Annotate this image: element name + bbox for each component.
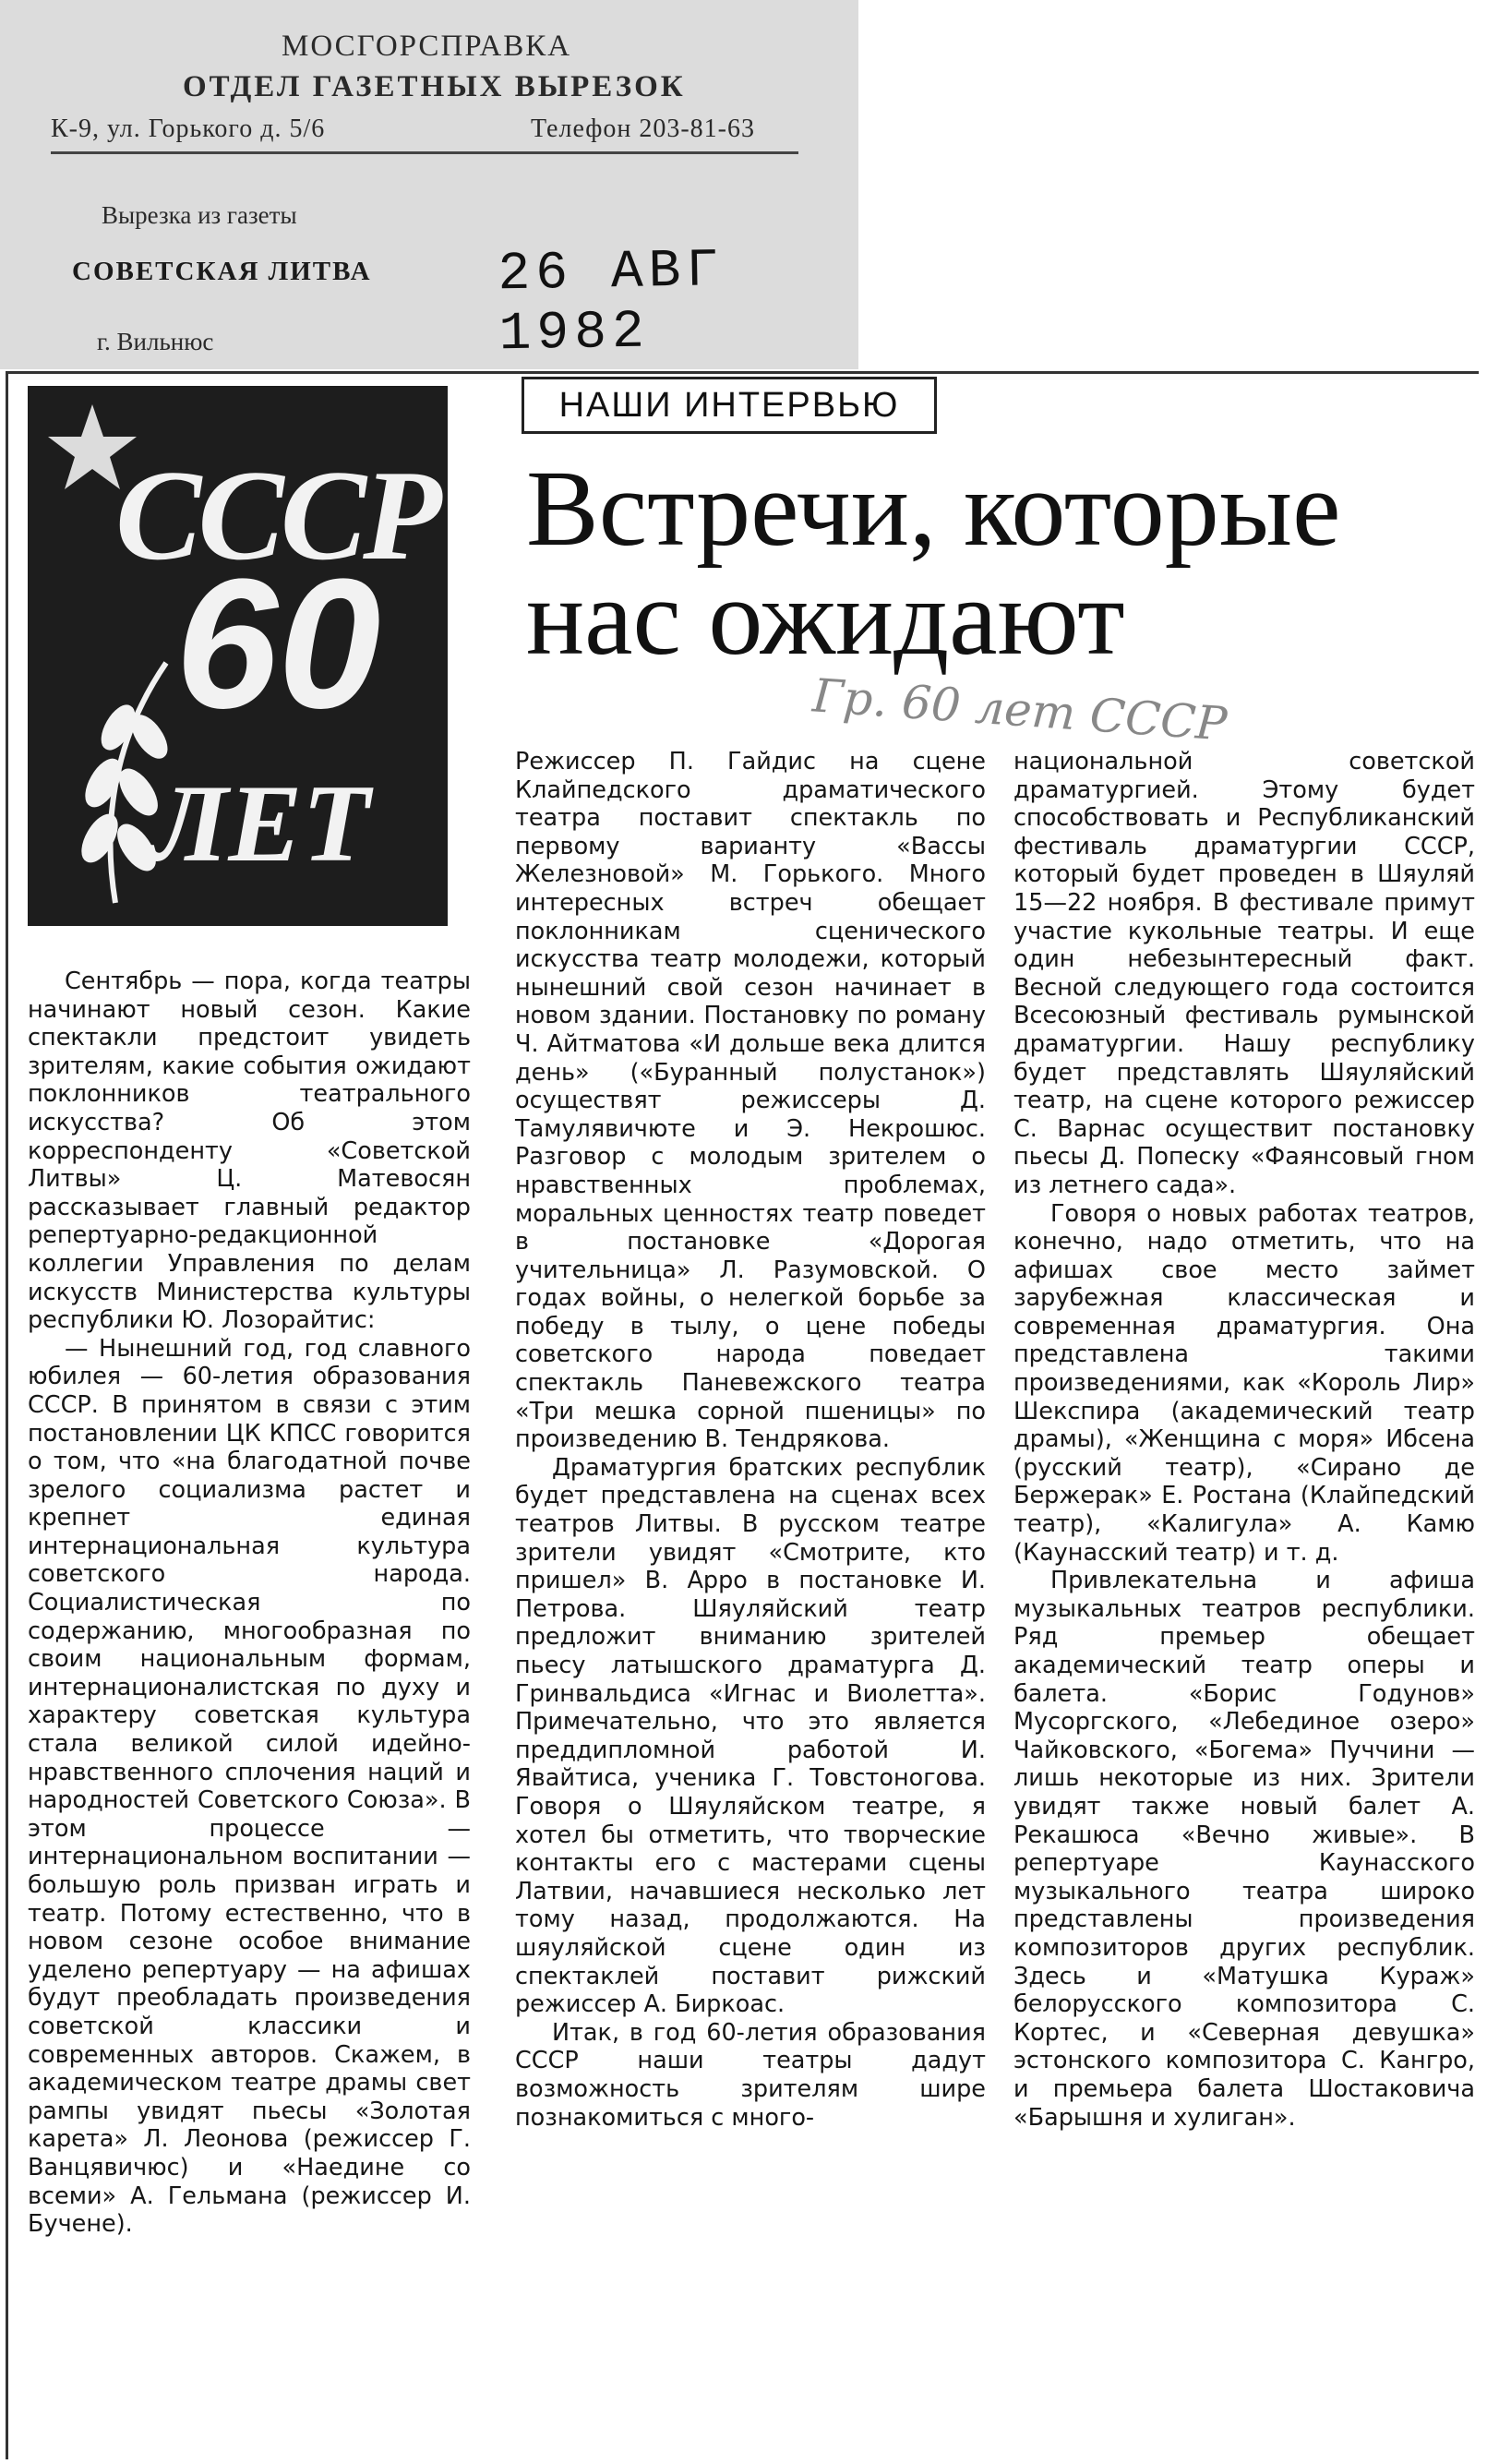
anniversary-emblem (28, 386, 448, 926)
article-headline (526, 448, 1486, 678)
clipping-stamp (0, 0, 858, 369)
paragraph: Режиссер П. Гайдис на сцене Клайпедского драматического театра поставит спектакль по первому варианту «Вассы Железновой» М. Горького. Много интересных встреч обещает поклонникам сценического искусства театр молодежи, который нынешний свой сезон начинает в новом здании. Постановку по роману Ч. Айтматова «И дольше века длится день» («Буранный полустанок») осуществят режиссеры Д. Тамулявичюте и Э. Некрошюс. Разговор с молодым зрителем о нравственных проблемах, моральных ценностях театр поведет в постановке «Дорогая учительница» Л. Разумовской. О годах войны, о нелегкой борьбе за победу в тылу, о цене победы советского народа поведает спектакль Паневежского театра «Три мешка сорной пшеницы» по произведению В. Тендрякова. (515, 748, 986, 1454)
stamp-date: 26 АВГ 1982 (497, 241, 725, 366)
emblem-60: 60 (175, 541, 381, 747)
rubric-label: НАШИ ИНТЕРВЬЮ (522, 377, 937, 434)
paragraph: национальной советской драматургией. Этому будет способствовать и Республиканский фестиваль драматургии СССР, который будет проведен в Шяуляй 15—22 ноября. В фестивале примут участие кукольные театры. И еще один небезынтересный факт. Весной следующего года состоится Всесоюзный фестиваль румынской драматургии. Нашу республику будет представлять Шяуляйский театр, на сцене которого режиссер С. Варнас осуществит постановку пьесы Д. Попеску «Фаянсовый гном из летнего сада». (1013, 748, 1475, 1199)
article-column-1 (28, 968, 471, 2239)
stamp-city: г. Вильнюс (97, 328, 214, 355)
emblem-years: ЛЕТ (152, 762, 370, 884)
stamp-newspaper: СОВЕТСКАЯ ЛИТВА (72, 257, 372, 286)
paragraph: — Нынешний год, год славного юбилея — 60-летия образования СССР. В принятом в связи с этим постановлении ЦК КПСС говорится о том, что «на благодатной почве зрелого социализма растет и крепнет единая интернациональная культура советского народа. Социалистическая по содержанию, многообразная по своим национальным формам, интернационалистская по духу и характеру советская культура стала великой силой идейно-нравственного сплочения наций и народностей Советского Союза». В этом процессе — интернациональном воспитании — большую роль призван играть и театр. Потому естественно, что в новом сезоне особое внимание уделено репертуару — на афишах будут преобладать произведения советской классики и современных авторов. Скажем, в академическом театре драмы свет рампы увидят пьесы «Золотая карета» Л. Леонова (режиссер Г. Ванцявичюс) и «Наедине со всеми» А. Гельмана (режиссер И. Бучене). (28, 1334, 471, 2239)
paragraph: Сентябрь — пора, когда театры начинают новый сезон. Какие спектакли предстоит увидеть зрителям, какие события ожидают поклонников театрального искусства? Об этом корреспонденту «Советской Литвы» Ц. Матевосян рассказывает главный редактор репертуарно-редакционной коллегии Управления по делам искусств Министерства культуры республики Ю. Лозорайтис: (28, 968, 471, 1335)
headline-line-2: нас ожидают (526, 557, 1125, 678)
stamp-divider (51, 151, 798, 154)
emblem-ussr: СССР (115, 444, 438, 587)
paragraph: Привлекательна и афиша музыкальных театров республики. Ряд премьер обещает академический театр оперы и балета. «Борис Годунов» Мусоргского, «Лебединое озеро» Чайковского, «Богема» Пуччини — лишь некоторые из них. Зрители увидят также новый балет А. Рекашюса «Вечно живые». В репертуаре Каунасского музыкального театра широко представлены произведения композиторов других республик. Здесь и «Матушка Кураж» белорусского композитора С. Кортес, и «Северная девушка» эстонского композитора С. Кангро, и премьера балета Шостаковича «Барышня и хулиган». (1013, 1567, 1475, 2132)
article-column-3 (1013, 748, 1475, 2132)
stamp-clipping-label: Вырезка из газеты (102, 201, 297, 229)
paragraph: Итак, в год 60-летия образования СССР наши театры дадут возможность зрителям шире познакомиться с много- (515, 2018, 986, 2132)
handwritten-note: Гр. 60 лет СССР (810, 668, 1229, 751)
paragraph: Драматургия братских республик будет представлена на сценах всех театров Литвы. В русском театре зрители увидят «Смотрите, кто пришел» В. Арро в постановке И. Петрова. Шяуляйский театр предложит вниманию зрителей пьесу латышского драматурга Д. Гринвальдиса «Игнас и Виолетта». Примечательно, что это является преддипломной работой И. Явайтиса, ученика Г. Товстоногова. Говоря о Шяуляйском театре, я хотел бы отметить, что творческие контакты его с мастерами сцены Латвии, начавшиеся несколько лет тому назад, продолжаются. На шяуляйской сцене один из спектаклей поставит рижский режиссер А. Биркоас. (515, 1453, 986, 2019)
paragraph: Говоря о новых работах театров, конечно, надо отметить, что на афишах свое место займет зарубежная классическая и современная драматургия. Она представлена такими произведениями, как «Король Лир» Шекспира (академический театр драмы), «Женщина с моря» Ибсена (русский театр), «Сирано де Бержерак» Е. Ростана (Клайпедский театр), «Калигула» А. Камю (Каунасский театр) и т. д. (1013, 1199, 1475, 1567)
stamp-phone: Телефон 203-81-63 (531, 114, 755, 143)
stamp-agency: МОСГОРСПРАВКА (282, 30, 572, 63)
stamp-address: К-9, ул. Горького д. 5/6 (51, 114, 326, 143)
article-column-2 (515, 748, 986, 2132)
stamp-department: ОТДЕЛ ГАЗЕТНЫХ ВЫРЕЗОК (183, 70, 686, 103)
headline-line-1: Встречи, которые (526, 448, 1341, 569)
